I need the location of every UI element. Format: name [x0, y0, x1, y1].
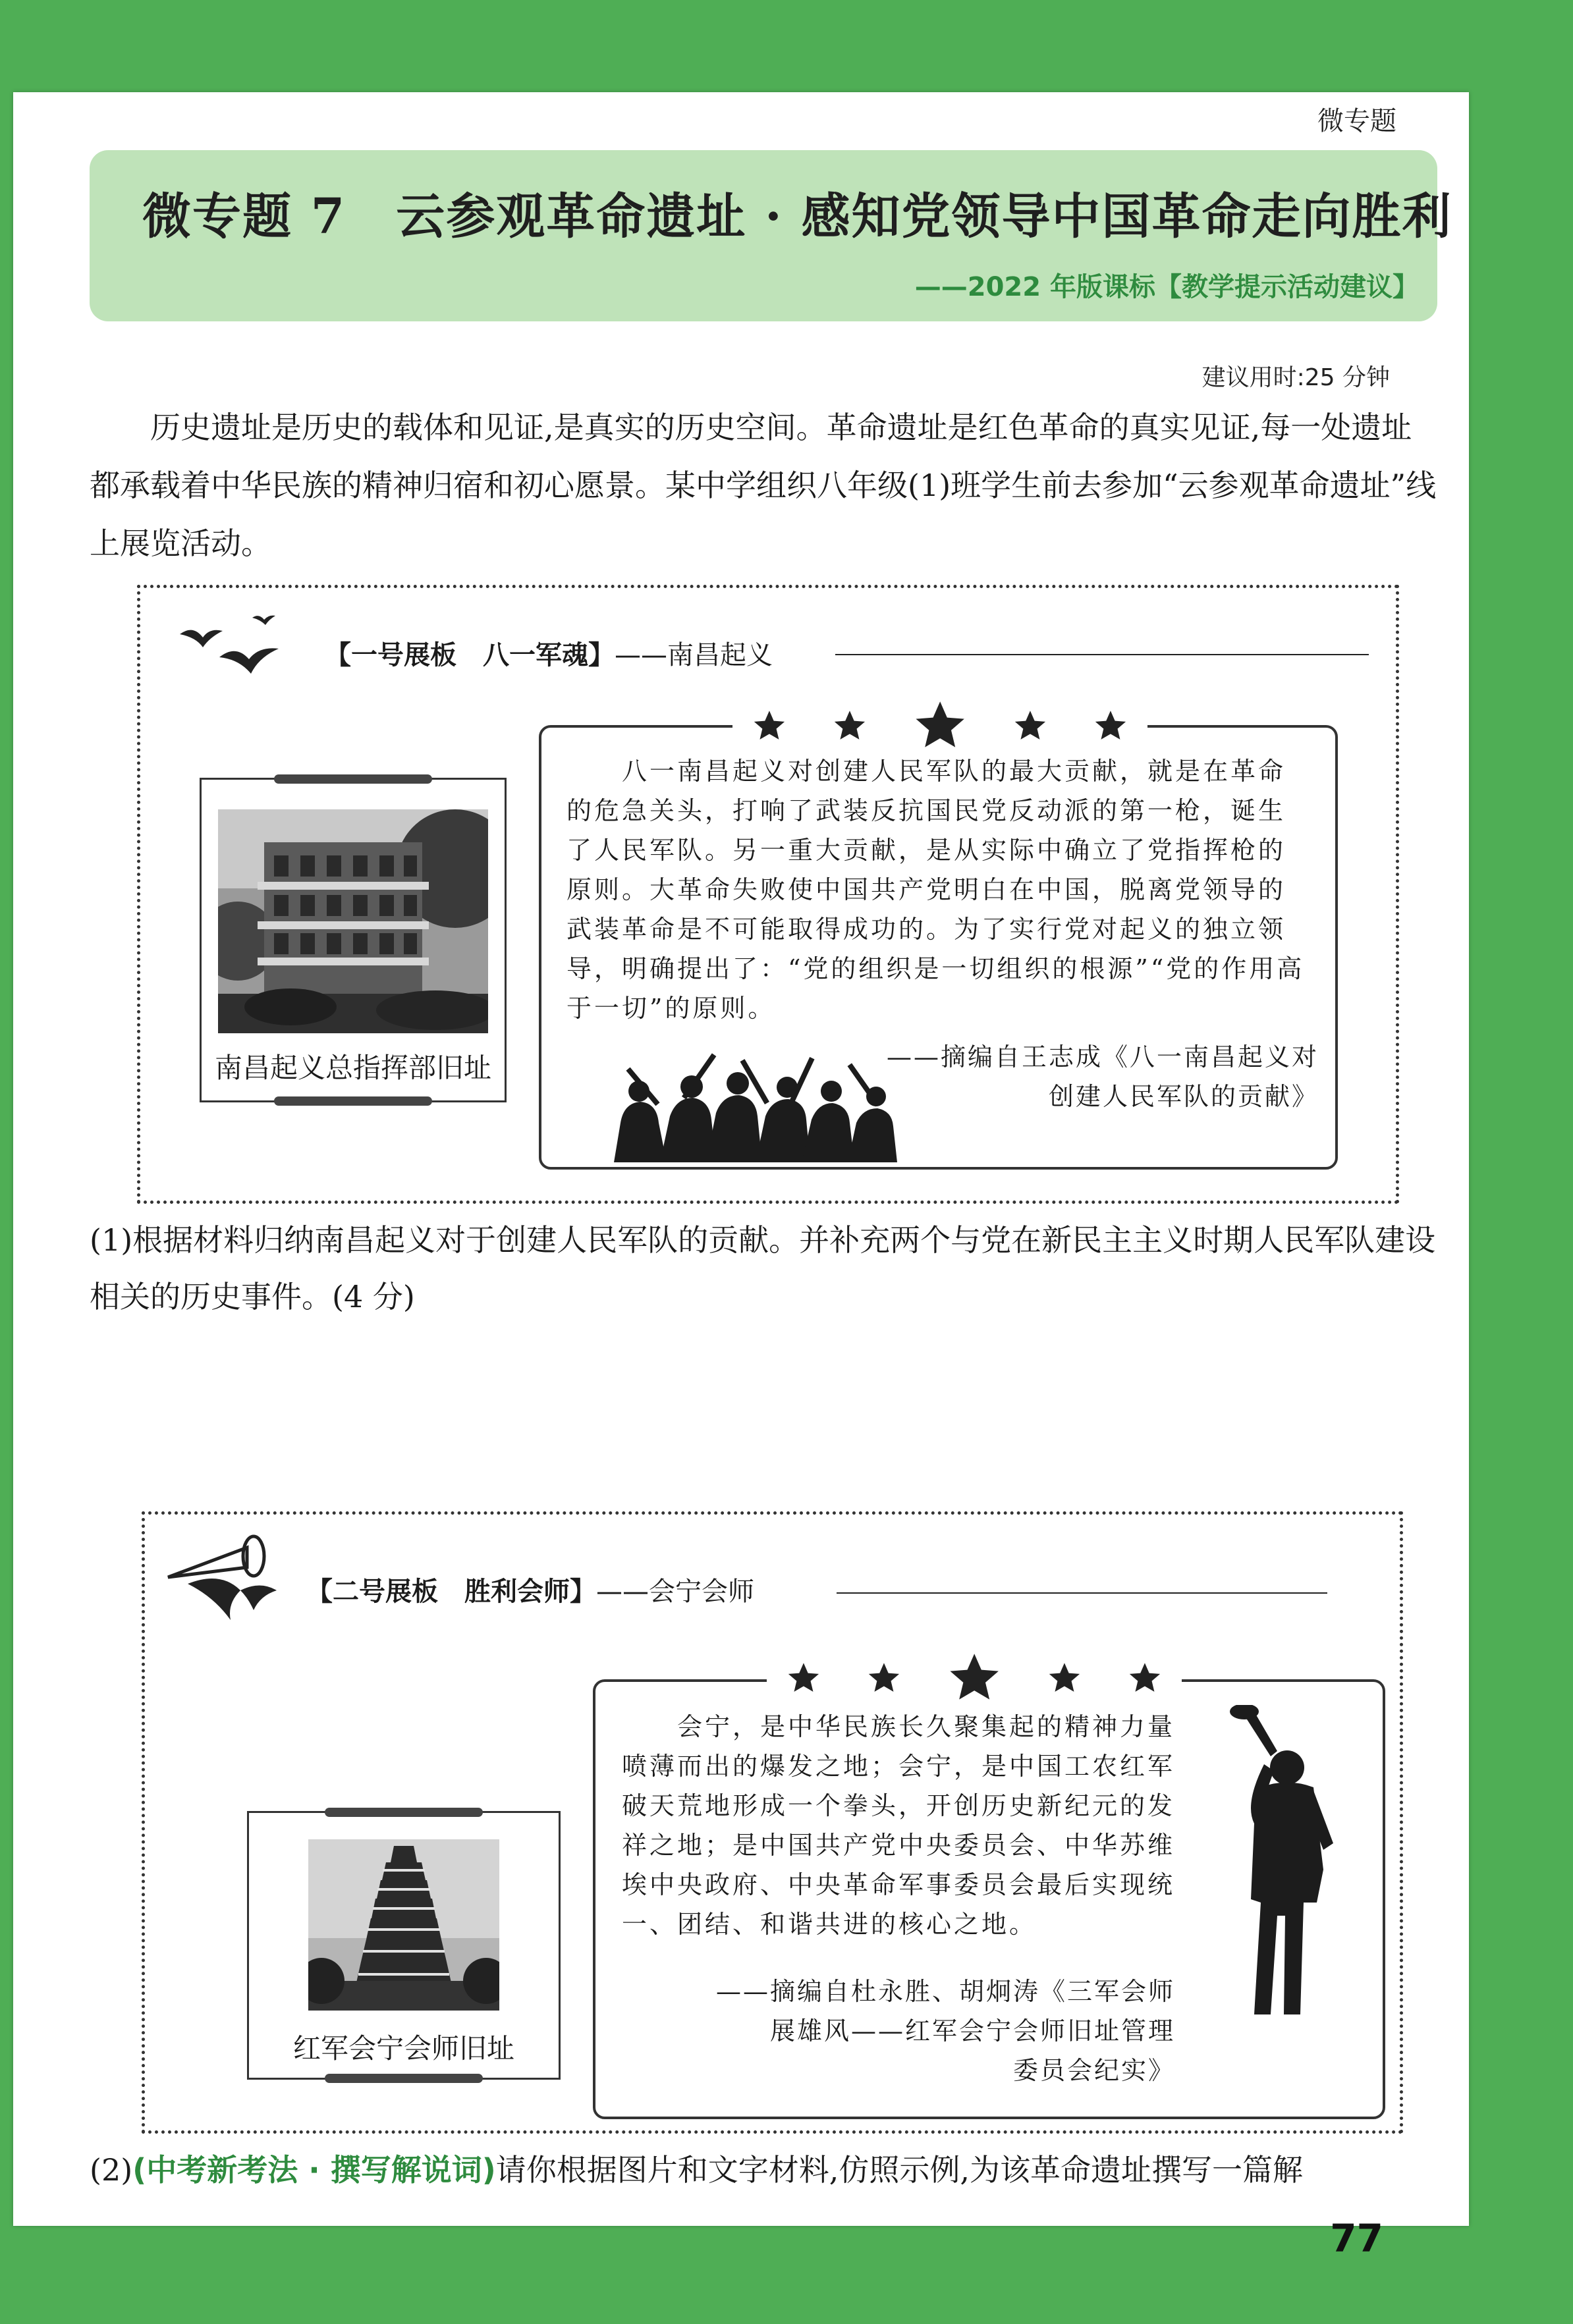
star-icon	[913, 696, 967, 757]
bugler-silhouette-icon	[1225, 1705, 1350, 2021]
intro-paragraph: 历史遗址是历史的载体和见证,是真实的历史空间。革命遗址是红色革命的真实见证,每一处遗址都承载着中华民族的精神归宿和初心愿景。某中学组织八年级(1)班学生前去参加“云参观革命遗址”线上展览活动。	[90, 410, 1437, 561]
board-1-text-panel	[539, 725, 1338, 1170]
board-2-source-line-1: ——摘编自杜永胜、胡炯涛《三军会师	[715, 1977, 1175, 2006]
question-1: (1)根据材料归纳南昌起义对于创建人民军队的贡献。并补充两个与党在新民主主义时期人民军队建设相关的历史事件。(4 分)	[90, 1222, 1436, 1314]
board-1-heading	[325, 634, 773, 672]
board-1-photo-caption: 南昌起义总指挥部旧址	[214, 1052, 491, 1084]
question-2-tag: (中考新考法 · 撰写解说词)	[132, 2152, 496, 2188]
board-1-quote: 八一南昌起义对创建人民军队的最大贡献，就是在革命的危急关头，打响了武装反抗国民党反动派的第一枪，诞生了人民军队。另一重大贡献，是从实际中确立了党指挥枪的原则。大革命失败使中国共产党明白在中国，脱离党领导的武装革命是不可能取得成功的。为了实行党对起义的独立领导，明确提出了：“党的组织是一切组织的根源”“党的作用高于一切”的原则。	[566, 757, 1305, 1023]
star-icon	[786, 1660, 821, 1698]
board-1-photo-frame	[200, 778, 507, 1102]
star-icon	[1093, 707, 1128, 745]
page-title: 微专题 7 云参观革命遗址 · 感知党领导中国革命走向胜利	[142, 188, 1452, 245]
star-row	[767, 1652, 1182, 1705]
frame-bar	[325, 1808, 483, 1817]
bird-icon	[173, 608, 285, 680]
bugle-icon	[161, 1518, 293, 1623]
board-1-source	[805, 1037, 1319, 1116]
board-2-heading	[306, 1571, 754, 1608]
page-subtitle: ——2022 年版课标【教学提示活动建议】	[914, 272, 1419, 302]
building-photo	[218, 809, 488, 1033]
board-2-heading-subject: ——会宁会师	[596, 1577, 754, 1607]
star-icon	[1013, 707, 1047, 745]
question-2-number: (2)	[90, 2152, 133, 2188]
star-row	[732, 700, 1147, 753]
question-2-text: 请你根据图片和文字材料,仿照示例,为该革命遗址撰写一篇解	[495, 2152, 1303, 2188]
page	[13, 92, 1469, 2261]
board-2-heading-rule	[837, 1592, 1327, 1594]
board-1-heading-rule	[835, 654, 1369, 655]
frame-bar	[274, 1096, 432, 1106]
exhibit-board-2	[142, 1511, 1403, 2134]
star-icon	[947, 1648, 1001, 1709]
board-2-quote: 会宁，是中华民族长久聚集起的精神力量喷薄而出的爆发之地；会宁，是中国工农红军破天荒地形成一个拳头，开创历史新纪元的发祥之地；是中国共产党中央委员会、中华苏维埃中央政府、中央革命军事委员会最后实现统一、团结、和谐共进的核心之地。	[622, 1712, 1176, 1939]
star-icon	[1128, 1660, 1162, 1698]
board-1-heading-title: 【一号展板 八一军魂】	[325, 640, 615, 670]
title-band	[90, 150, 1452, 321]
board-2-heading-title: 【二号展板 胜利会师】	[306, 1577, 596, 1607]
star-icon	[833, 707, 867, 745]
board-2-source-line-3: 委员会纪实》	[1012, 2056, 1175, 2085]
board-2-text-panel	[593, 1679, 1385, 2119]
pagoda-photo	[308, 1839, 499, 2011]
board-2-source-line-2: 展雄风——红军会宁会师旧址管理	[769, 2016, 1175, 2045]
suggested-time: 建议用时:25 分钟	[1201, 364, 1390, 391]
page-number: 77	[1330, 2216, 1383, 2261]
board-2-photo-caption: 红军会宁会师旧址	[292, 2032, 514, 2065]
corner-tag: 微专题	[1317, 106, 1396, 136]
question-2	[90, 2142, 1447, 2198]
board-1-heading-subject: ——南昌起义	[615, 640, 773, 670]
star-icon	[867, 1660, 901, 1698]
board-1-source-line-1: ——摘编自王志成《八一南昌起义对	[886, 1042, 1319, 1071]
board-1-source-line-2: 创建人民军队的贡献》	[1048, 1082, 1319, 1111]
board-2-source	[635, 1972, 1175, 2090]
frame-bar	[274, 774, 432, 784]
exhibit-board-1	[137, 585, 1399, 1204]
star-icon	[752, 707, 786, 745]
frame-bar	[325, 2074, 483, 2083]
board-2-photo-frame	[247, 1811, 561, 2080]
star-icon	[1047, 1660, 1082, 1698]
